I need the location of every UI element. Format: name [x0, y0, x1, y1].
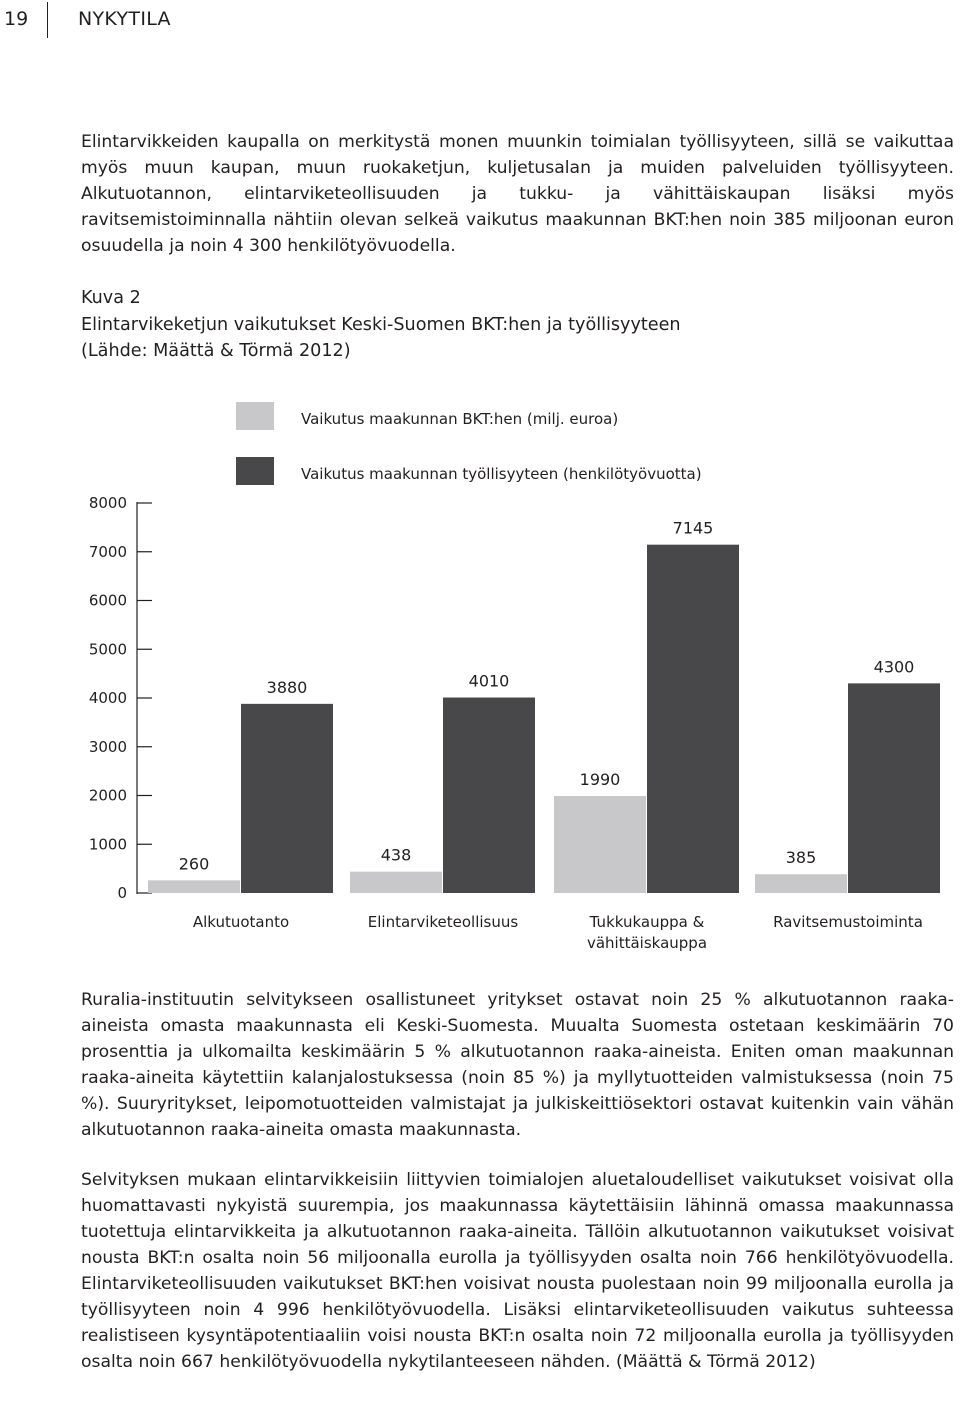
- bar: [554, 796, 646, 893]
- intro-paragraph: Elintarvikkeiden kaupalla on merkitystä monen muunkin toimialan työllisyyteen, sillä se vaikuttaa myös muun kaupan, muun ruokaketjun, kuljetusalan ja muiden palveluiden työllisyyteen. Alkutuotannon, elintarviketeollisuuden ja tukku- ja vähittäiskaupan lisäksi myös ravitsemistoiminnalla nähtiin olevan selkeä vaikutus maakunnan BKT:hen noin 385 miljoonan euron osuudella ja noin 4 300 henkilötyövuodella.: [81, 132, 954, 256]
- y-axis-tick-label: 2000: [88, 786, 127, 805]
- category-label: Alkutuotanto: [192, 913, 290, 931]
- x-axis-categories: [193, 913, 923, 952]
- figure-caption: [81, 285, 681, 365]
- bar-chart: [0, 390, 960, 960]
- bar-value-label: 7145: [672, 518, 714, 538]
- bar: [241, 704, 333, 893]
- y-axis-tick-label: 7000: [88, 542, 127, 561]
- bar-value-label: 4300: [873, 657, 915, 677]
- bar: [647, 545, 739, 893]
- bar-value-label: 4010: [468, 671, 510, 691]
- body-paragraph-sourcing: Ruralia-instituutin selvitykseen osallistuneet yritykset ostavat noin 25 % alkutuotannon raaka-aineista omasta maakunnasta eli Keski-Suomesta. Muualta Suomesta ostetaan keskimäärin 70 prosenttia ja ulkomailta keskimäärin 5 % alkutuotannon raaka-aineista. Eniten oman maakunnan raaka-aineita käytettiin kalanjalostuksessa (noin 85 %) ja myllytuotteiden valmistuksessa (noin 75 %). Suuryritykset, leipomotuotteiden valmistajat ja julkiskeittiösektori ostavat kuitenkin vain vähän alkutuotannon raaka-aineita omasta maakunnasta.: [81, 990, 954, 1140]
- y-axis: [89, 494, 152, 902]
- legend-label: Vaikutus maakunnan työllisyyteen (henkilötyövuotta): [301, 465, 702, 483]
- category-label: Ravitsemustoiminta: [773, 913, 923, 931]
- y-axis-tick-label: 0: [117, 884, 127, 902]
- category-label: Tukkukauppa &: [589, 913, 705, 931]
- y-axis-tick-label: 5000: [88, 640, 127, 659]
- bar: [443, 698, 535, 893]
- page-number: 19: [4, 8, 29, 30]
- y-axis-tick-label: 8000: [88, 494, 127, 512]
- bar-value-label: 438: [380, 845, 412, 865]
- chart-bars: [148, 519, 940, 893]
- body-paragraph-potential: Selvityksen mukaan elintarvikkeisiin liittyvien toimialojen aluetaloudelliset vaikutukset voisivat olla huomattavasti nykyistä suurempia, jos maakunnassa käytettäisiin lähinnä omassa maakunnassa tuotettuja elintarvikkeita ja alkutuotannon raaka-aineita. Tällöin alkutuotannon vaikutukset voisivat nousta BKT:n osalta noin 56 miljoonalla eurolla ja työllisyyden osalta noin 766 henkilötyövuodella. Elintarviketeollisuuden vaikutukset BKT:hen voisivat nousta puolestaan noin 99 miljoonalla eurolla ja työllisyyteen noin 4 996 henkilötyövuodella. Lisäksi elintarviketeollisuuden vaikutus suhteessa realistiseen kysyntäpotentiaaliin voisi nousta BKT:n osalta noin 72 miljoonalla eurolla ja työllisyyden osalta noin 667 henkilötyövuodella nykytilanteeseen nähden. (Määttä & Törmä 2012): [81, 1170, 954, 1372]
- figure-label: Kuva 2: [81, 288, 141, 308]
- section-title: NYKYTILA: [78, 8, 171, 30]
- y-axis-tick-label: 1000: [88, 835, 127, 854]
- category-label: Elintarviketeollisuus: [367, 913, 519, 931]
- y-axis-tick-label: 6000: [88, 591, 127, 610]
- chart-legend: [236, 402, 702, 485]
- figure-title: Elintarvikeketjun vaikutukset Keski-Suomen BKT:hen ja työllisyyteen: [81, 314, 681, 335]
- y-axis-tick-label: 3000: [88, 737, 127, 756]
- figure-source: (Lähde: Määttä & Törmä 2012): [81, 341, 351, 361]
- y-axis-tick-label: 4000: [88, 689, 127, 707]
- category-label: vähittäiskauppa: [586, 934, 708, 952]
- legend-swatch: [236, 402, 274, 430]
- header-divider: [47, 2, 48, 38]
- legend-label: Vaikutus maakunnan BKT:hen (milj. euroa): [301, 410, 619, 428]
- bar: [755, 874, 847, 893]
- bar-value-label: 385: [785, 848, 817, 868]
- bar: [350, 872, 442, 893]
- bar-value-label: 260: [178, 854, 210, 874]
- bar: [848, 683, 940, 893]
- legend-swatch: [236, 457, 274, 485]
- bar-value-label: 1990: [579, 769, 621, 789]
- bar: [148, 880, 240, 893]
- bar-value-label: 3880: [266, 677, 308, 697]
